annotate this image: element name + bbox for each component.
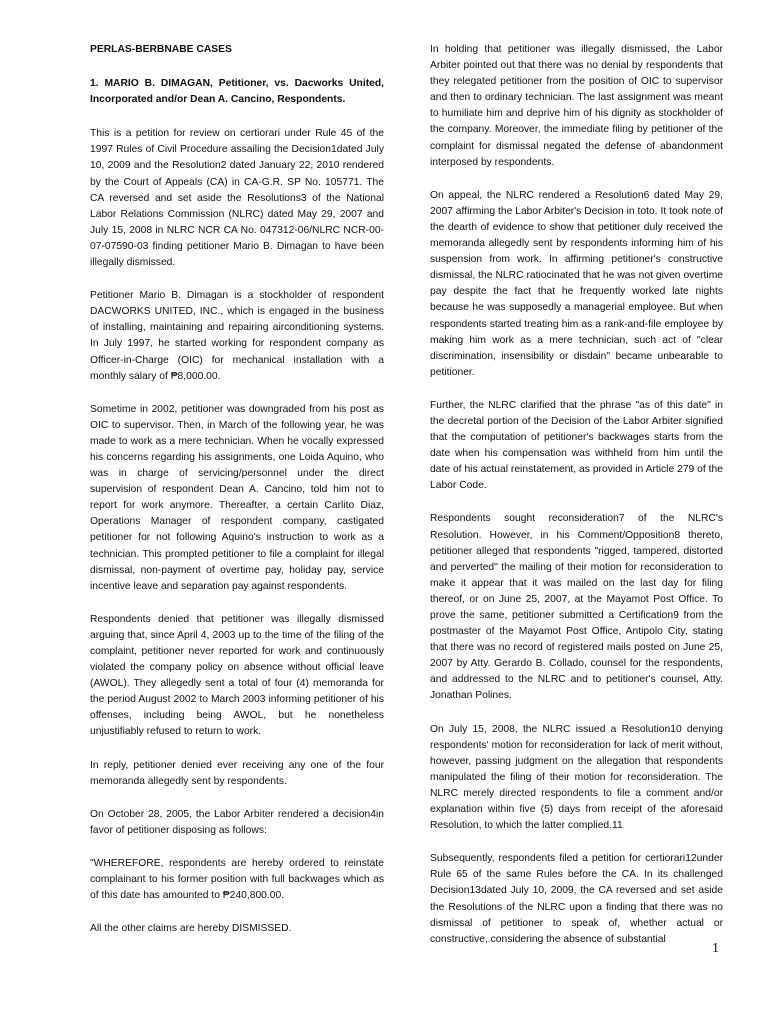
- case-title: 1. MARIO B. DIMAGAN, Petitioner, vs. Dacworks United, Incorporated and/or Dean A. Cancino, Respondents.: [90, 78, 384, 106]
- quoted-dispositive: "WHEREFORE, respondents are hereby ordered to reinstate complainant to his former position with full backwages which as of this date has amounted to ₱240,800.00.: [90, 857, 384, 902]
- paragraph: In reply, petitioner denied ever receiving any one of the four memoranda allegedly sent by respondents.: [90, 759, 384, 787]
- paragraph: On appeal, the NLRC rendered a Resolution6 dated May 29, 2007 affirming the Labor Arbiter's Decision in toto. It took note of the dearth of evidence to show that petitioner duly received the memoranda allegedly sent by respondents informing him of his suspension from work. In affirming petitioner's constructive dismissal, the NLRC ratiocinated that he was not given overtime pay despite the fact that he frequently worked late nights because he was supposedly a managerial employee. But when respondents started treating him as a rank-and-file employee by making him work as a mere technician, such act of "clear discrimination, insensibility or disdain" became unbearable to petitioner.: [430, 189, 723, 378]
- paragraph: On October 28, 2005, the Labor Arbiter rendered a decision4in favor of petitioner disposing as follows:: [90, 808, 384, 836]
- paragraph: All the other claims are hereby DISMISSED.: [90, 923, 292, 935]
- paragraph: Respondents denied that petitioner was illegally dismissed arguing that, since April 4, 2003 up to the time of the filing of the complaint, petitioner never reported for work and continuously violated the company policy on absence without official leave (AWOL). They allegedly sent a total of four (4) memoranda for the period August 2002 to March 2003 informing petitioner of his offenses, including being AWOL, but he nonetheless unjustifiably refused to return to work.: [90, 613, 384, 738]
- page-number: 1: [712, 941, 719, 956]
- paragraph: This is a petition for review on certiorari under Rule 45 of the 1997 Rules of Civil Procedure assailing the Decision1dated July 10, 2009 and the Resolution2 dated January 22, 2010 rendered by the Court of Appeals (CA) in CA-G.R. SP No. 105771. The CA reversed and set aside the Resolutions3 of the National Labor Relations Commission (NLRC) dated May 29, 2007 and July 15, 2008 in NLRC NCR CA No. 047312-06/NLRC NCR-00-07-07590-03 finding petitioner Mario B. Dimagan to have been illegally dismissed.: [90, 128, 384, 269]
- paragraph: On July 15, 2008, the NLRC issued a Resolution10 denying respondents' motion for reconsideration for lack of merit without, however, passing judgment on the allegation that respondents manipulated the filing of their motion for reconsideration. The NLRC merely directed respondents to file a comment and/or explanation within five (5) days from receipt of the aforesaid Resolution, to which the latter complied.11: [430, 723, 723, 832]
- right-column: [430, 42, 723, 965]
- paragraph: Further, the NLRC clarified that the phrase "as of this date" in the decretal portion of the Decision of the Labor Arbiter signified that the computation of petitioner's backwages starts from the date when his compensation was withheld from him until the date of his actual reinstatement, as provided in Article 279 of the Labor Code.: [430, 399, 723, 492]
- paragraph: In holding that petitioner was illegally dismissed, the Labor Arbiter pointed out that there was no denial by respondents that they relegated petitioner from the position of OIC to supervisor and then to ordinary technician. The last assignment was meant to humiliate him and deprive him of his dignity as stockholder of the company. Moreover, the immediate filing by petitioner of the complaint for dismissal negated the defense of abandonment interposed by respondents.: [430, 44, 723, 168]
- paragraph: Subsequently, respondents filed a petition for certiorari12under Rule 65 of the same Rules before the CA. In its challenged Decision13dated July 10, 2009, the CA reversed and set aside the Resolutions of the NLRC upon a finding that there was no dismissal of petitioner to speak of, whether actual or constructive, considering the absence of substantial: [430, 853, 723, 945]
- document-title: PERLAS-BERBNABE CASES: [90, 44, 232, 55]
- paragraph: Respondents sought reconsideration7 of the NLRC's Resolution. However, in his Comment/Opposition8 thereto, petitioner alleged that respondents "rigged, tampered, distorted and perverted" the mailing of their motion for reconsideration to make it appear that it was mailed on the last day for filing thereof, or on June 25, 2007, at the Mayamot Post Office. To prove the same, petitioner submitted a Certification9 from the postmaster of the Mayamot Post Office, Antipolo City, stating that there was no record of registered mails posted on June 25, 2007 by Atty. Gerardo B. Collado, counsel for the respondents, and addressed to the NLRC and to petitioner's counsel, Atty. Jonathan Polines.: [430, 513, 723, 702]
- paragraph: Sometime in 2002, petitioner was downgraded from his post as OIC to supervisor. Then, in March of the following year, he was made to work as a mere technician. When he vocally expressed his concerns regarding his assignments, one Loida Aquino, who was in charge of servicing/personnel under the direct supervision of respondent Dean A. Cancino, told him not to report for work anymore. Thereafter, a certain Carlito Diaz, Operations Manager of respondent company, castigated petitioner for not following Aquino's instruction to work as a technician. This prompted petitioner to file a complaint for illegal dismissal, non-payment of overtime pay, holiday pay, service incentive leave and separation pay against respondents.: [90, 403, 384, 592]
- paragraph: Petitioner Mario B. Dimagan is a stockholder of respondent DACWORKS UNITED, INC., which is engaged in the business of installing, maintaining and repairing airconditioning systems. In July 1997, he started working for respondent company as Officer-in-Charge (OIC) for mechanical installation with a monthly salary of ₱8,000.00.: [90, 290, 384, 382]
- left-column: [90, 42, 384, 954]
